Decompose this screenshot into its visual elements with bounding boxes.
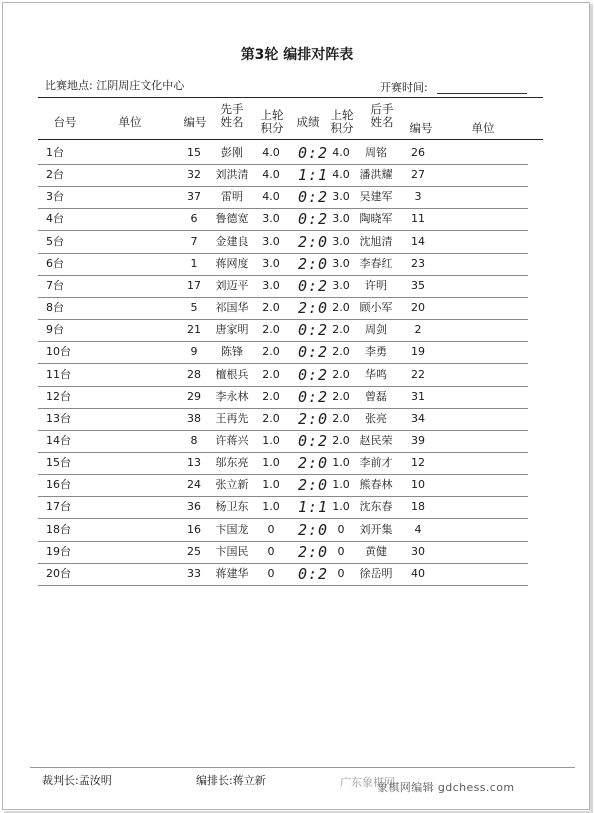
cell-no-first: 33 bbox=[187, 566, 201, 580]
col-board: 台号 bbox=[53, 115, 77, 129]
cell-name-second: 沈旭清 bbox=[359, 234, 393, 248]
cell-points-second: 2.0 bbox=[332, 367, 350, 381]
cell-no-first: 13 bbox=[187, 456, 201, 470]
cell-no-first: 32 bbox=[187, 168, 201, 182]
cell-no-first: 17 bbox=[187, 278, 201, 292]
cell-name-first: 蒋网度 bbox=[215, 256, 249, 270]
cell-no-first: 8 bbox=[190, 433, 198, 447]
cell-points-first: 1.0 bbox=[262, 456, 280, 470]
cell-board: 8台 bbox=[46, 301, 64, 315]
cell-points-second: 2.0 bbox=[332, 411, 350, 425]
cell-points-first: 2.0 bbox=[262, 367, 280, 381]
cell-board: 15台 bbox=[46, 456, 71, 470]
cell-score: 2:0 bbox=[297, 299, 329, 318]
cell-name-second: 陶晓军 bbox=[359, 212, 393, 226]
col-prev-points-left-line1: 上轮 bbox=[260, 108, 284, 122]
cell-points-first: 2.0 bbox=[262, 301, 280, 315]
cell-points-first: 3.0 bbox=[262, 278, 280, 292]
cell-name-first: 卞国龙 bbox=[215, 522, 249, 536]
cell-board: 7台 bbox=[46, 278, 64, 292]
cell-no-second: 22 bbox=[411, 367, 425, 381]
cell-name-second: 黄健 bbox=[365, 544, 387, 558]
cell-points-second: 3.0 bbox=[332, 234, 350, 248]
cell-name-second: 顾小军 bbox=[359, 301, 393, 315]
footer-rule bbox=[30, 767, 575, 768]
cell-name-second: 李前才 bbox=[359, 456, 393, 470]
cell-name-first: 李永林 bbox=[215, 389, 249, 403]
col-second-player-line2: 姓名 bbox=[370, 115, 394, 129]
cell-no-second: 10 bbox=[411, 478, 425, 492]
cell-board: 4台 bbox=[46, 212, 64, 226]
cell-board: 5台 bbox=[46, 234, 64, 248]
cell-points-second: 3.0 bbox=[332, 256, 350, 270]
cell-score: 0:2 bbox=[297, 321, 329, 340]
cell-no-second: 39 bbox=[411, 433, 425, 447]
cell-no-first: 28 bbox=[187, 367, 201, 381]
cell-no-second: 19 bbox=[411, 345, 425, 359]
cell-no-first: 21 bbox=[187, 323, 201, 337]
cell-points-second: 3.0 bbox=[332, 278, 350, 292]
cell-board: 10台 bbox=[46, 345, 71, 359]
cell-name-first: 许蒋兴 bbox=[215, 433, 249, 447]
cell-board: 19台 bbox=[46, 544, 71, 558]
cell-name-second: 李春红 bbox=[359, 256, 393, 270]
cell-no-first: 9 bbox=[190, 345, 198, 359]
cell-name-first: 雷明 bbox=[221, 190, 243, 204]
table-row bbox=[38, 208, 528, 231]
cell-points-first: 3.0 bbox=[262, 256, 280, 270]
cell-board: 9台 bbox=[46, 323, 64, 337]
table-row bbox=[38, 341, 528, 364]
cell-score: 1:1 bbox=[297, 166, 329, 185]
cell-points-second: 3.0 bbox=[332, 212, 350, 226]
cell-board: 16台 bbox=[46, 478, 71, 492]
cell-board: 2台 bbox=[46, 168, 64, 182]
cell-name-second: 曾磊 bbox=[365, 389, 387, 403]
col-unit-right: 单位 bbox=[471, 121, 495, 135]
cell-score: 0:2 bbox=[297, 431, 329, 450]
cell-name-first: 金建良 bbox=[215, 234, 249, 248]
cell-no-first: 36 bbox=[187, 500, 201, 514]
cell-name-first: 王再先 bbox=[215, 411, 249, 425]
cell-no-second: 20 bbox=[411, 301, 425, 315]
col-second-player-line1: 后手 bbox=[370, 102, 394, 116]
cell-no-first: 15 bbox=[187, 146, 201, 159]
col-no-left: 编号 bbox=[183, 115, 207, 129]
cell-points-second: 0 bbox=[337, 544, 345, 558]
cell-name-second: 徐岳明 bbox=[359, 566, 393, 580]
cell-score: 0:2 bbox=[297, 365, 329, 384]
table-row bbox=[38, 364, 528, 387]
cell-score: 0:2 bbox=[297, 188, 329, 207]
cell-points-second: 2.0 bbox=[332, 301, 350, 315]
cell-points-first: 4.0 bbox=[262, 190, 280, 204]
cell-no-second: 2 bbox=[414, 323, 422, 337]
cell-board: 11台 bbox=[46, 367, 71, 381]
cell-no-first: 1 bbox=[190, 256, 198, 270]
start-time-blank bbox=[437, 93, 527, 94]
cell-name-first: 杨卫东 bbox=[215, 500, 249, 514]
cell-points-second: 1.0 bbox=[332, 500, 350, 514]
table-row bbox=[38, 319, 528, 342]
cell-no-second: 23 bbox=[411, 256, 425, 270]
cell-name-first: 蒋建华 bbox=[215, 566, 249, 580]
cell-no-second: 12 bbox=[411, 456, 425, 470]
cell-board: 17台 bbox=[46, 500, 71, 514]
cell-no-second: 14 bbox=[411, 234, 425, 248]
cell-name-first: 唐家明 bbox=[215, 323, 249, 337]
table-row bbox=[38, 297, 528, 320]
table-row bbox=[38, 563, 528, 586]
cell-name-first: 陈锋 bbox=[221, 345, 243, 359]
table-row bbox=[38, 231, 528, 254]
cell-points-first: 0 bbox=[267, 566, 275, 580]
cell-points-first: 2.0 bbox=[262, 389, 280, 403]
cell-score: 0:2 bbox=[297, 343, 329, 362]
cell-name-second: 张亮 bbox=[365, 411, 387, 425]
table-row bbox=[38, 519, 528, 542]
cell-points-first: 0 bbox=[267, 522, 275, 536]
cell-points-second: 1.0 bbox=[332, 478, 350, 492]
table-row bbox=[38, 408, 528, 431]
cell-points-second: 0 bbox=[337, 566, 345, 580]
cell-score: 2:0 bbox=[297, 254, 329, 273]
table-row bbox=[38, 186, 528, 209]
cell-points-first: 1.0 bbox=[262, 500, 280, 514]
cell-no-first: 16 bbox=[187, 522, 201, 536]
cell-points-second: 0 bbox=[337, 522, 345, 536]
cell-no-second: 3 bbox=[414, 190, 422, 204]
cell-points-first: 2.0 bbox=[262, 323, 280, 337]
header-top-rule bbox=[38, 97, 543, 98]
col-first-player-line1: 先手 bbox=[220, 102, 244, 116]
table-row bbox=[38, 496, 528, 519]
cell-board: 20台 bbox=[46, 566, 71, 580]
cell-points-first: 2.0 bbox=[262, 345, 280, 359]
cell-no-first: 38 bbox=[187, 411, 201, 425]
cell-name-second: 华鸣 bbox=[365, 367, 387, 381]
cell-name-second: 周铭 bbox=[365, 146, 387, 159]
cell-score: 2:0 bbox=[297, 454, 329, 473]
cell-name-first: 邬东亮 bbox=[215, 456, 249, 470]
table-row bbox=[38, 275, 528, 298]
cell-no-first: 25 bbox=[187, 544, 201, 558]
cell-name-first: 鲁德宽 bbox=[215, 212, 249, 226]
cell-board: 3台 bbox=[46, 190, 64, 204]
venue bbox=[45, 77, 184, 93]
cell-no-first: 6 bbox=[190, 212, 198, 226]
venue-label: 比赛地点: bbox=[45, 79, 93, 92]
cell-board: 14台 bbox=[46, 433, 71, 447]
col-prev-points-right-line1: 上轮 bbox=[330, 108, 354, 122]
cell-score: 2:0 bbox=[297, 232, 329, 251]
cell-points-second: 2.0 bbox=[332, 323, 350, 337]
cell-no-second: 18 bbox=[411, 500, 425, 514]
chief-referee: 裁判长:孟汝明 bbox=[42, 774, 112, 787]
frame-shadow bbox=[590, 4, 593, 811]
cell-no-first: 24 bbox=[187, 478, 201, 492]
cell-no-second: 26 bbox=[411, 146, 425, 159]
watermark-cn: 广东象棋网 bbox=[340, 776, 395, 789]
cell-name-first: 彭刚 bbox=[221, 146, 243, 159]
cell-points-second: 1.0 bbox=[332, 456, 350, 470]
col-prev-points-left-line2: 积分 bbox=[260, 121, 284, 135]
cell-name-second: 熊春林 bbox=[359, 478, 393, 492]
cell-no-second: 31 bbox=[411, 389, 425, 403]
page-title: 第3轮 编排对阵表 bbox=[240, 47, 354, 63]
cell-points-first: 4.0 bbox=[262, 168, 280, 182]
cell-score: 0:2 bbox=[297, 276, 329, 295]
cell-no-second: 40 bbox=[411, 566, 425, 580]
cell-score: 2:0 bbox=[297, 476, 329, 495]
cell-no-first: 37 bbox=[187, 190, 201, 204]
table-row bbox=[38, 386, 528, 409]
cell-points-first: 4.0 bbox=[262, 146, 280, 159]
cell-score: 0:2 bbox=[297, 387, 329, 406]
col-result: 成绩 bbox=[296, 115, 320, 129]
table-row bbox=[38, 452, 528, 475]
watermark-url: 象棋网编辑 gdchess.com bbox=[377, 781, 515, 794]
cell-name-first: 卞国民 bbox=[215, 544, 249, 558]
cell-board: 12台 bbox=[46, 389, 71, 403]
table-row bbox=[38, 142, 528, 165]
cell-no-second: 27 bbox=[411, 168, 425, 182]
cell-name-second: 沈东春 bbox=[359, 500, 393, 514]
cell-no-second: 35 bbox=[411, 278, 425, 292]
cell-name-second: 周剑 bbox=[365, 323, 387, 337]
table-row bbox=[38, 430, 528, 453]
cell-score: 1:1 bbox=[297, 498, 329, 517]
cell-points-second: 4.0 bbox=[332, 146, 350, 159]
cell-points-second: 2.0 bbox=[332, 345, 350, 359]
cell-points-second: 2.0 bbox=[332, 389, 350, 403]
cell-name-second: 李勇 bbox=[365, 345, 387, 359]
cell-board: 18台 bbox=[46, 522, 71, 536]
cell-no-second: 4 bbox=[414, 522, 422, 536]
cell-no-second: 30 bbox=[411, 544, 425, 558]
cell-points-first: 3.0 bbox=[262, 212, 280, 226]
col-no-right: 编号 bbox=[409, 121, 433, 135]
cell-points-second: 4.0 bbox=[332, 168, 350, 182]
cell-name-first: 张立新 bbox=[215, 478, 249, 492]
table-row bbox=[38, 253, 528, 276]
cell-name-second: 潘洪耀 bbox=[359, 168, 393, 182]
cell-name-first: 檀根兵 bbox=[215, 367, 249, 381]
table-row bbox=[38, 541, 528, 564]
cell-points-first: 1.0 bbox=[262, 478, 280, 492]
cell-board: 6台 bbox=[46, 256, 64, 270]
table-row bbox=[38, 164, 528, 187]
cell-points-second: 3.0 bbox=[332, 190, 350, 204]
cell-points-second: 2.0 bbox=[332, 433, 350, 447]
cell-name-second: 吴建军 bbox=[359, 190, 393, 204]
cell-score: 0:2 bbox=[297, 564, 329, 583]
col-prev-points-right bbox=[325, 109, 359, 135]
col-first-player-line2: 姓名 bbox=[220, 115, 244, 129]
cell-score: 2:0 bbox=[297, 520, 329, 539]
cell-no-first: 29 bbox=[187, 389, 201, 403]
start-time-label: 开赛时间: bbox=[380, 81, 428, 94]
cell-no-second: 34 bbox=[411, 411, 425, 425]
cell-score: 0:2 bbox=[297, 210, 329, 229]
cell-name-second: 许明 bbox=[365, 278, 387, 292]
cell-name-second: 赵民荣 bbox=[359, 433, 393, 447]
cell-points-first: 3.0 bbox=[262, 234, 280, 248]
col-first-player bbox=[212, 103, 252, 129]
header-bottom-rule bbox=[38, 139, 543, 140]
cell-score: 2:0 bbox=[297, 542, 329, 561]
cell-points-first: 1.0 bbox=[262, 433, 280, 447]
col-second-player bbox=[362, 103, 402, 129]
col-unit-left: 单位 bbox=[118, 115, 142, 129]
col-prev-points-right-line2: 积分 bbox=[330, 121, 354, 135]
cell-name-first: 刘洪清 bbox=[215, 168, 249, 182]
cell-board: 13台 bbox=[46, 411, 71, 425]
cell-points-first: 0 bbox=[267, 544, 275, 558]
cell-board: 1台 bbox=[46, 146, 64, 159]
cell-name-first: 刘迈平 bbox=[215, 278, 249, 292]
cell-no-first: 5 bbox=[190, 301, 198, 315]
cell-score: 2:0 bbox=[297, 409, 329, 428]
cell-name-first: 祁国华 bbox=[215, 301, 249, 315]
venue-value: 江阴周庄文化中心 bbox=[96, 79, 185, 92]
col-prev-points-left bbox=[255, 109, 289, 135]
table-row bbox=[38, 474, 528, 497]
cell-points-first: 2.0 bbox=[262, 411, 280, 425]
cell-name-second: 刘开集 bbox=[359, 522, 393, 536]
cell-no-first: 7 bbox=[190, 234, 198, 248]
cell-no-second: 11 bbox=[411, 212, 425, 226]
cell-score: 0:2 bbox=[297, 144, 329, 162]
chief-arranger: 编排长:蒋立新 bbox=[196, 774, 266, 787]
